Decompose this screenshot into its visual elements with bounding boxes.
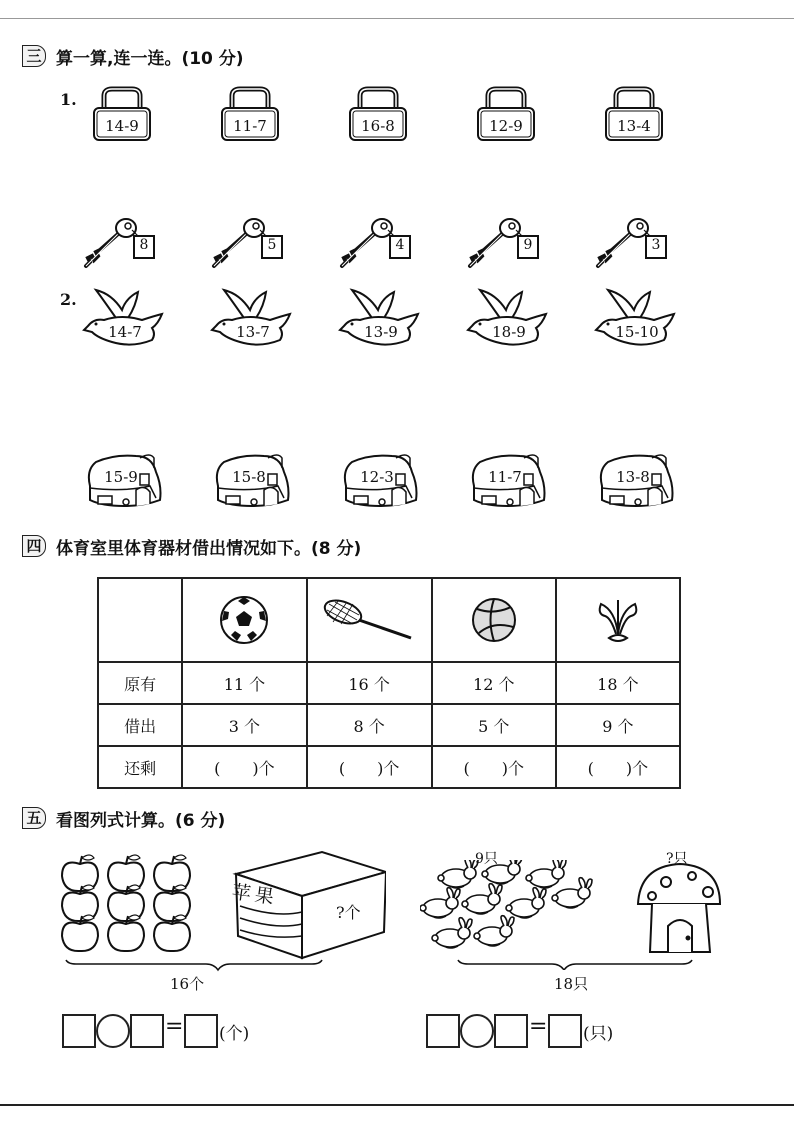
- section-4-header: [22, 533, 361, 559]
- cell-remaining-4[interactable]: ( )个: [556, 746, 680, 788]
- rabbit-icon: [526, 860, 566, 888]
- apple-icon: [62, 915, 98, 951]
- cell-borrowed-4: 9 个: [556, 704, 680, 746]
- key-label-5: 3: [651, 237, 661, 253]
- shuttlecock-icon: [593, 590, 643, 650]
- apples-eq-answer[interactable]: [184, 1014, 218, 1048]
- question-2-number: 2.: [60, 290, 77, 309]
- house-label-1: 15-9: [104, 468, 138, 486]
- house-label-4: 11-7: [488, 468, 522, 486]
- table-corner-cell: [98, 578, 182, 662]
- rabbits-hidden-label: ?只: [666, 851, 688, 867]
- section-4-title: 体育室里体育器材借出情况如下。(8 分): [56, 538, 362, 559]
- football-icon: [219, 595, 269, 645]
- bird-label-2: 13-7: [236, 323, 270, 341]
- rabbit-icon: [462, 884, 502, 914]
- bird-2[interactable]: [210, 288, 294, 352]
- apples-eq-box-1[interactable]: [62, 1014, 96, 1048]
- cell-original-4: 18 个: [556, 662, 680, 704]
- rabbits-visible-label: 9只: [475, 851, 498, 867]
- row-label-borrowed: 借出: [98, 704, 182, 746]
- section-5-header: [22, 805, 225, 831]
- apples-total-label: 16个: [170, 975, 205, 993]
- cell-borrowed-1: 3 个: [182, 704, 306, 746]
- house-label-5: 13-8: [616, 468, 650, 486]
- apple-icon: [108, 915, 144, 951]
- house-label-3: 12-3: [360, 468, 394, 486]
- row-label-original: 原有: [98, 662, 182, 704]
- lock-label-4: 12-9: [489, 117, 523, 135]
- shuttlecock-cell: [556, 578, 680, 662]
- lock-label-3: 16-8: [361, 117, 395, 135]
- cell-remaining-2[interactable]: ( )个: [307, 746, 432, 788]
- cell-original-2: 16 个: [307, 662, 432, 704]
- section-5-badge: 五: [22, 807, 46, 829]
- box-label: 苹果: [230, 880, 280, 910]
- bird-4[interactable]: [466, 288, 550, 352]
- row-label-remaining: 还剩: [98, 746, 182, 788]
- apples-unit: (个): [219, 1024, 250, 1044]
- bird-label-4: 18-9: [492, 323, 526, 341]
- bird-3[interactable]: [338, 288, 422, 352]
- rabbit-icon: [438, 860, 478, 888]
- box-question: ?个: [336, 903, 361, 922]
- rabbit-icon: [474, 916, 514, 946]
- cell-remaining-3[interactable]: ( )个: [432, 746, 556, 788]
- football-cell: [182, 578, 306, 662]
- rabbit-icon: [432, 918, 472, 948]
- rabbits-eq-answer[interactable]: [548, 1014, 582, 1048]
- key-label-3: 4: [395, 237, 405, 253]
- key-label-1: 8: [139, 237, 149, 253]
- rabbits-eq-operator[interactable]: [460, 1014, 494, 1048]
- cell-remaining-1[interactable]: ( )个: [182, 746, 306, 788]
- bottom-rule: [0, 1104, 794, 1106]
- lock-label-2: 11-7: [233, 117, 267, 135]
- section-3-title: 算一算,连一连。(10 分): [56, 48, 244, 69]
- rabbit-icon: [506, 888, 546, 918]
- bird-1[interactable]: [82, 288, 166, 352]
- bird-label-3: 13-9: [364, 323, 398, 341]
- bird-5[interactable]: [594, 288, 678, 352]
- cell-original-1: 11 个: [182, 662, 306, 704]
- apples-eq-box-2[interactable]: [130, 1014, 164, 1048]
- lock-label-5: 13-4: [617, 117, 651, 135]
- apple-icon: [154, 915, 190, 951]
- table-header-row: [98, 578, 680, 662]
- bird-label-1: 14-7: [108, 323, 142, 341]
- table-row-borrowed: [98, 704, 680, 746]
- mushroom-house: [638, 864, 720, 952]
- key-label-4: 9: [523, 237, 533, 253]
- rabbit-icon: [420, 888, 460, 918]
- ball-icon: [471, 597, 517, 643]
- bird-label-5: 15-10: [615, 323, 659, 341]
- table-row-original: [98, 662, 680, 704]
- racket-cell: [307, 578, 432, 662]
- lock-label-1: 14-9: [105, 117, 139, 135]
- key-label-2: 5: [267, 237, 277, 253]
- section-5-title: 看图列式计算。(6 分): [56, 810, 226, 831]
- section-3-badge: 三: [22, 45, 46, 67]
- top-rule: [0, 18, 794, 19]
- apple-grid: [62, 855, 190, 951]
- badminton-racket-icon: [323, 598, 415, 642]
- house-label-2: 15-8: [232, 468, 266, 486]
- rabbits-total-label: 18只: [554, 975, 589, 993]
- apples-eq-sign: =: [165, 1014, 184, 1039]
- table-row-remaining: [98, 746, 680, 788]
- cell-original-3: 12 个: [432, 662, 556, 704]
- rabbits-eq-box-1[interactable]: [426, 1014, 460, 1048]
- apples-eq-operator[interactable]: [96, 1014, 130, 1048]
- rabbits-eq-sign: =: [529, 1014, 548, 1039]
- rabbits-eq-box-2[interactable]: [494, 1014, 528, 1048]
- cell-borrowed-2: 8 个: [307, 704, 432, 746]
- rabbits-unit: (只): [583, 1024, 614, 1044]
- cell-borrowed-3: 5 个: [432, 704, 556, 746]
- rabbit-group: [420, 860, 592, 948]
- equipment-table: [97, 577, 681, 789]
- rabbits-picture: [420, 860, 730, 970]
- section-3-header: [22, 43, 244, 69]
- ball-cell: [432, 578, 556, 662]
- section-4-badge: 四: [22, 535, 46, 557]
- question-1-number: 1.: [60, 90, 77, 109]
